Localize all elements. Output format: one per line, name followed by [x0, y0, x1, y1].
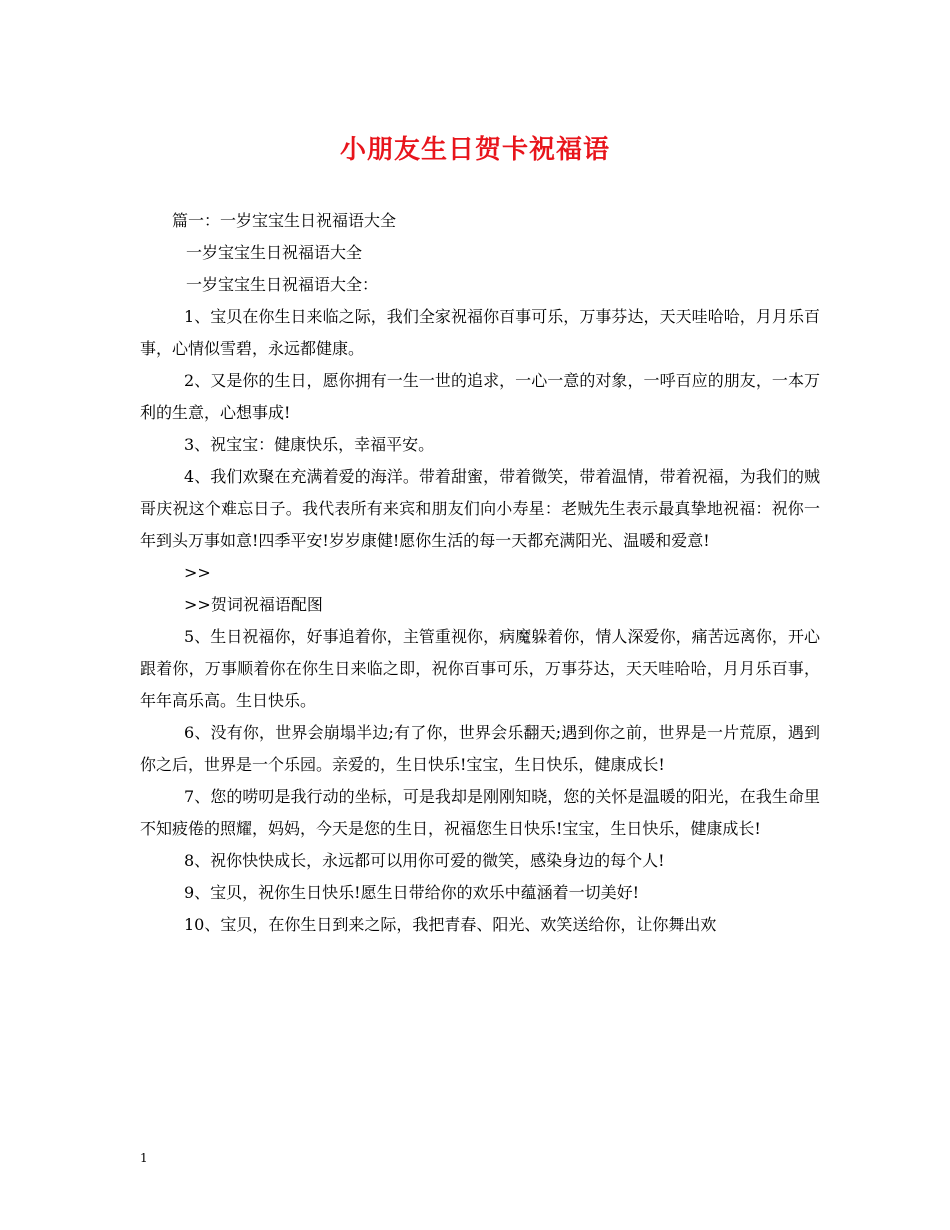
paragraph: >> — [184, 563, 211, 582]
document-body — [140, 205, 820, 941]
paragraph: 9、宝贝，祝你生日快乐!愿生日带给你的欢乐中蕴涵着一切美好! — [184, 883, 640, 902]
paragraph: 10、宝贝，在你生日到来之际，我把青春、阳光、欢笑送给你，让你舞出欢 — [184, 915, 717, 934]
paragraph: 7、您的唠叨是我行动的坐标，可是我却是刚刚知晓，您的关怀是温暖的阳光，在我生命里不知疲倦的照耀，妈妈，今天是您的生日，祝福您生日快乐!宝宝，生日快乐，健康成长! — [140, 787, 820, 838]
paragraph: 8、祝你快快成长，永远都可以用你可爱的微笑，感染身边的每个人! — [184, 851, 665, 870]
paragraph: 5、生日祝福你，好事追着你，主管重视你，病魔躲着你，情人深爱你，痛苦远离你，开心跟着你，万事顺着你在你生日来临之即，祝你百事可乐，万事芬达，天天哇哈哈，月月乐百事，年年高乐高。生日快乐。 — [140, 627, 820, 710]
link-text[interactable]: >>贺词祝福语配图 — [184, 595, 323, 614]
paragraph: 2、又是你的生日，愿你拥有一生一世的追求，一心一意的对象，一呼百应的朋友，一本万利的生意，心想事成! — [140, 371, 820, 422]
paragraph: 1、宝贝在你生日来临之际，我们全家祝福你百事可乐，万事芬达，天天哇哈哈，月月乐百事，心情似雪碧，永远都健康。 — [140, 307, 820, 358]
paragraph: 篇一：一岁宝宝生日祝福语大全 — [172, 211, 397, 230]
paragraph: 3、祝宝宝：健康快乐，幸福平安。 — [184, 435, 435, 454]
document-title: 小朋友生日贺卡祝福语 — [339, 135, 610, 165]
page-number: 1 — [140, 1151, 148, 1165]
paragraph: 6、没有你，世界会崩塌半边;有了你，世界会乐翻天;遇到你之前，世界是一片荒原，遇到你之后，世界是一个乐园。亲爱的，生日快乐!宝宝，生日快乐，健康成长! — [140, 723, 820, 774]
paragraph: 4、我们欢聚在充满着爱的海洋。带着甜蜜，带着微笑，带着温情，带着祝福，为我们的贼哥庆祝这个难忘日子。我代表所有来宾和朋友们向小寿星：老贼先生表示最真挚地祝福：祝你一年到头万事如意!四季平安!岁岁康健!愿你生活的每一天都充满阳光、温暖和爱意! — [140, 467, 820, 550]
paragraph: 一岁宝宝生日祝福语大全 — [186, 243, 363, 262]
paragraph: 一岁宝宝生日祝福语大全： — [186, 275, 379, 294]
